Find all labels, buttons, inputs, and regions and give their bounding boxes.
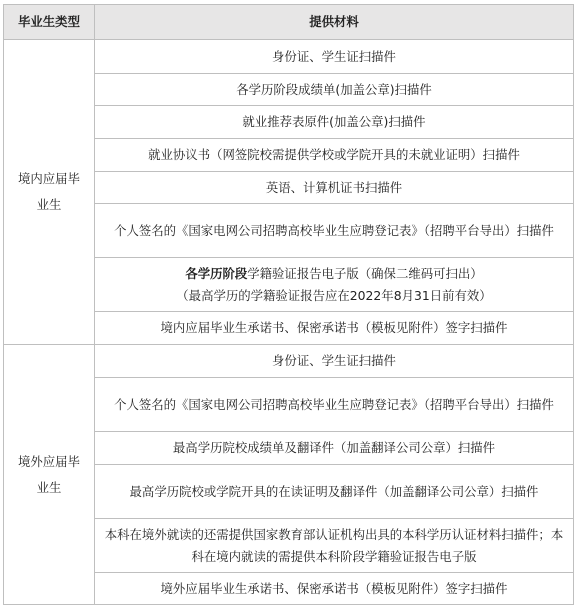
material-cell: 个人签名的《国家电网公司招聘高校毕业生应聘登记表》（招聘平台导出）扫描件 (95, 378, 574, 432)
material-cell: 个人签名的《国家电网公司招聘高校毕业生应聘登记表》（招聘平台导出）扫描件 (95, 204, 574, 258)
header-materials: 提供材料 (95, 5, 574, 40)
material-cell: 就业推荐表原件(加盖公章)扫描件 (95, 106, 574, 139)
material-cell: 就业协议书（网签院校需提供学校或学院开具的未就业证明）扫描件 (95, 139, 574, 172)
material-cell: 境内应届毕业生承诺书、保密承诺书（模板见附件）签字扫描件 (95, 312, 574, 345)
verification-line-1 (185, 266, 482, 281)
table-row (4, 40, 574, 74)
material-cell: 身份证、学生证扫描件 (95, 40, 574, 74)
material-cell: 最高学历院校或学院开具的在读证明及翻译件（加盖翻译公司公章）扫描件 (95, 465, 574, 519)
material-cell: 本科在境外就读的还需提供国家教育部认证机构出具的本科学历认证材料扫描件；本科在境内就读的需提供本科阶段学籍验证报告电子版 (95, 519, 574, 573)
verification-line-2: （最高学历的学籍验证报告应在2022年8月31日前有效） (176, 287, 492, 303)
table-row (4, 345, 574, 378)
category-cell-domestic: 境内应届毕业生 (4, 40, 95, 345)
material-cell-verification (95, 258, 574, 312)
table-header-row (4, 5, 574, 40)
material-cell: 身份证、学生证扫描件 (95, 345, 574, 378)
header-graduate-type: 毕业生类型 (4, 5, 95, 40)
material-cell: 最高学历院校成绩单及翻译件（加盖翻译公司公章）扫描件 (95, 432, 574, 465)
material-cell: 境外应届毕业生承诺书、保密承诺书（模板见附件）签字扫描件 (95, 573, 574, 605)
verification-rest-text: 学籍验证报告电子版（确保二维码可扫出） (247, 265, 483, 281)
category-cell-overseas: 境外应届毕业生 (4, 345, 95, 605)
material-cell: 各学历阶段成绩单(加盖公章)扫描件 (95, 74, 574, 106)
material-cell: 英语、计算机证书扫描件 (95, 172, 574, 204)
materials-table (3, 4, 574, 605)
verification-bold-text: 各学历阶段 (185, 265, 248, 281)
